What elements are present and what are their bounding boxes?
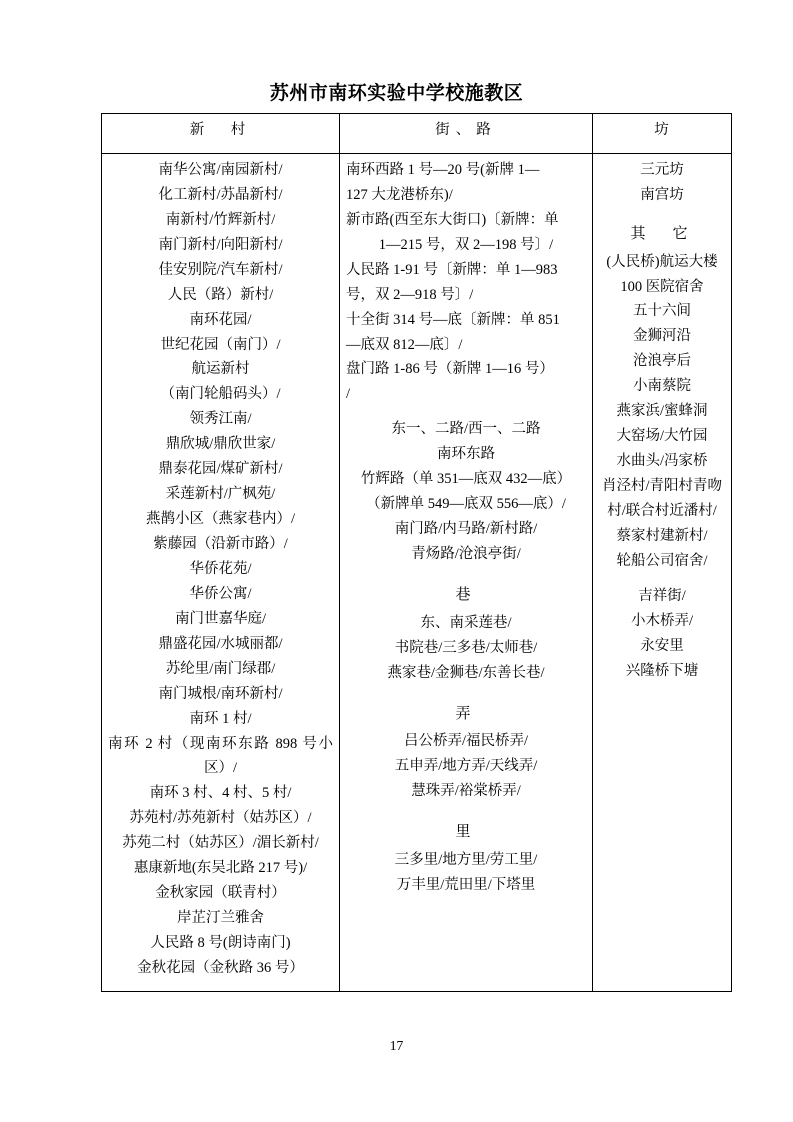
list-item: 化工新村/苏晶新村/ (158, 186, 283, 203)
list-item: 苏苑二村（姑苏区）/湄长新村/ (122, 835, 319, 852)
district-table (101, 113, 732, 992)
list-item: 南门世嘉华庭/ (174, 610, 267, 627)
list-item: 燕鹊小区（燕家巷内）/ (145, 511, 296, 528)
list-item: 竹辉路（单 351—底双 432—底） (360, 471, 572, 488)
column-header-fang: 坊 (593, 114, 732, 154)
list-item: 南环东路 (437, 446, 495, 463)
list-item: 万丰里/荒田里/下塔里 (396, 876, 536, 893)
subsection-heading-li: 里 (455, 824, 477, 841)
cell-fang (593, 153, 732, 991)
list-item: 三元坊 (640, 161, 684, 178)
list-item: 金秋家园（联青村） (155, 885, 286, 902)
list-item: 领秀江南/ (189, 411, 252, 428)
list-item: 鼎盛花园/水城丽都/ (158, 635, 283, 652)
list-item: 华侨公寓/ (189, 585, 252, 602)
list-item: 世纪花园（南门）/ (160, 336, 281, 353)
page-title: 苏州市南环实验中学校施教区 (269, 83, 524, 104)
list-item: 肖泾村/青阳村青吻 (601, 478, 723, 495)
list-item: 南门新村/向阳新村/ (158, 236, 283, 253)
list-item: —底双 812—底〕/ (346, 336, 463, 353)
table-body-row (102, 153, 732, 991)
list-item: 鼎欣城/鼎欣世家/ (165, 436, 276, 453)
list-item: （新牌单 549—底双 556—底）/ (366, 496, 566, 513)
subsection-heading-xiang: 巷 (455, 586, 477, 603)
district-table-wrapper (101, 113, 723, 992)
group-spacer (599, 574, 725, 584)
list-item: 区）/ (203, 760, 238, 777)
list-item: 兴隆桥下塘 (625, 662, 699, 679)
list-item: （南门轮船码头）/ (160, 386, 281, 403)
list-item: 南门城根/南环新村/ (158, 685, 283, 702)
list-item: 金秋花园（金秋路 36 号） (137, 959, 304, 976)
list-item: 苏纶里/南门绿郡/ (165, 660, 276, 677)
list-item: 轮船公司宿舍/ (616, 552, 708, 569)
list-item: 东、南采莲巷/ (420, 614, 512, 631)
list-item: 燕家巷/金狮巷/东善长巷/ (387, 664, 545, 681)
list-item: 南华公寓/南园新村/ (158, 161, 283, 178)
list-item: 东一、二路/西一、二路 (391, 421, 541, 438)
list-item: / (346, 386, 351, 403)
cell-new-village (102, 153, 340, 991)
list-item: 号，双 2—918 号〕/ (346, 286, 474, 303)
column-header-street-road: 街、路 (340, 114, 593, 154)
group-spacer (346, 407, 586, 417)
list-item: 佳安别院/汽车新村/ (158, 261, 283, 278)
list-item: 书院巷/三多巷/太师巷/ (394, 639, 538, 656)
list-item: 村/联合村近潘村/ (607, 502, 717, 519)
list-item: 惠康新地(东吴北路 217 号)/ (133, 860, 308, 877)
column-header-new-village: 新 村 (102, 114, 340, 154)
list-item: 人民路 8 号(朗诗南门) (150, 935, 291, 951)
list-item: 南环花园/ (189, 311, 252, 328)
list-item: 青炀路/沧浪亭街/ (411, 546, 521, 562)
list-item: 南新村/竹辉新村/ (165, 211, 276, 228)
list-item: 南宫坊 (640, 186, 684, 203)
list-item: 小木桥弄/ (630, 612, 694, 629)
list-item: 五申弄/地方弄/天线弄/ (394, 758, 538, 775)
list-item: 鼎泰花园/煤矿新村/ (158, 461, 283, 478)
page-number: 17 (389, 1038, 404, 1053)
list-item: 100 医院宿舍 (620, 278, 704, 295)
list-item: (人民桥)航运大楼 (606, 253, 718, 270)
list-item: 小南蔡院 (633, 378, 691, 395)
list-item: 蔡家村建新村/ (616, 527, 708, 544)
table-header-row (102, 114, 732, 154)
list-item: 吉祥街/ (638, 587, 686, 604)
list-item: 燕家浜/蜜蜂洞 (616, 403, 708, 420)
list-item: 水曲头/冯家桥 (616, 453, 708, 470)
list-item: 南环 3 村、4 村、5 村/ (149, 785, 292, 802)
list-item: 五十六间 (633, 303, 691, 320)
list-item: 人民路 1-91 号〔新牌：单 1—983 (346, 261, 558, 278)
list-item: 十全街 314 号—底〔新牌：单 851 (346, 311, 560, 328)
list-item: 南环 2 村（现南环东路 898 号小 (108, 735, 333, 752)
list-item: 岸芷汀兰雅舍 (177, 910, 264, 927)
subsection-heading-other: 其 它 (630, 225, 694, 242)
list-item: 人民（路）新村/ (167, 286, 274, 303)
list-item: 三多里/地方里/劳工里/ (394, 851, 538, 868)
list-item: 航运新村 (191, 361, 250, 378)
list-item: 南环 1 村/ (189, 710, 252, 727)
list-item: 127 大龙港桥东)/ (346, 186, 453, 203)
list-item: 紫藤园（沿新市路）/ (153, 536, 288, 552)
list-item: 华侨花苑/ (189, 560, 252, 577)
list-item: 金狮河沿 (633, 328, 691, 345)
list-item: 大窑场/大竹园 (616, 428, 708, 445)
list-item: 南环西路 1 号—20 号(新牌 1— (346, 161, 540, 178)
list-item: 慧珠弄/裕棠桥弄/ (411, 783, 521, 800)
list-item: 盘门路 1-86 号（新牌 1—16 号） (346, 361, 554, 378)
list-item: 永安里 (640, 637, 684, 654)
list-item: 苏苑村/苏苑新村（姑苏区）/ (129, 810, 312, 827)
list-item: 吕公桥弄/福民桥弄/ (403, 733, 529, 750)
list-item: 沧浪亭后 (633, 353, 691, 370)
subsection-heading-nong: 弄 (455, 705, 477, 722)
list-item: 采莲新村/广枫苑/ (165, 486, 276, 503)
list-item: 南门路/内马路/新村路/ (394, 521, 538, 538)
cell-street-road (340, 153, 593, 991)
list-item: 新市路(西至东大街口)〔新牌：单 (346, 211, 559, 228)
list-item: 1—215 号，双 2—198 号〕/ (378, 236, 554, 253)
